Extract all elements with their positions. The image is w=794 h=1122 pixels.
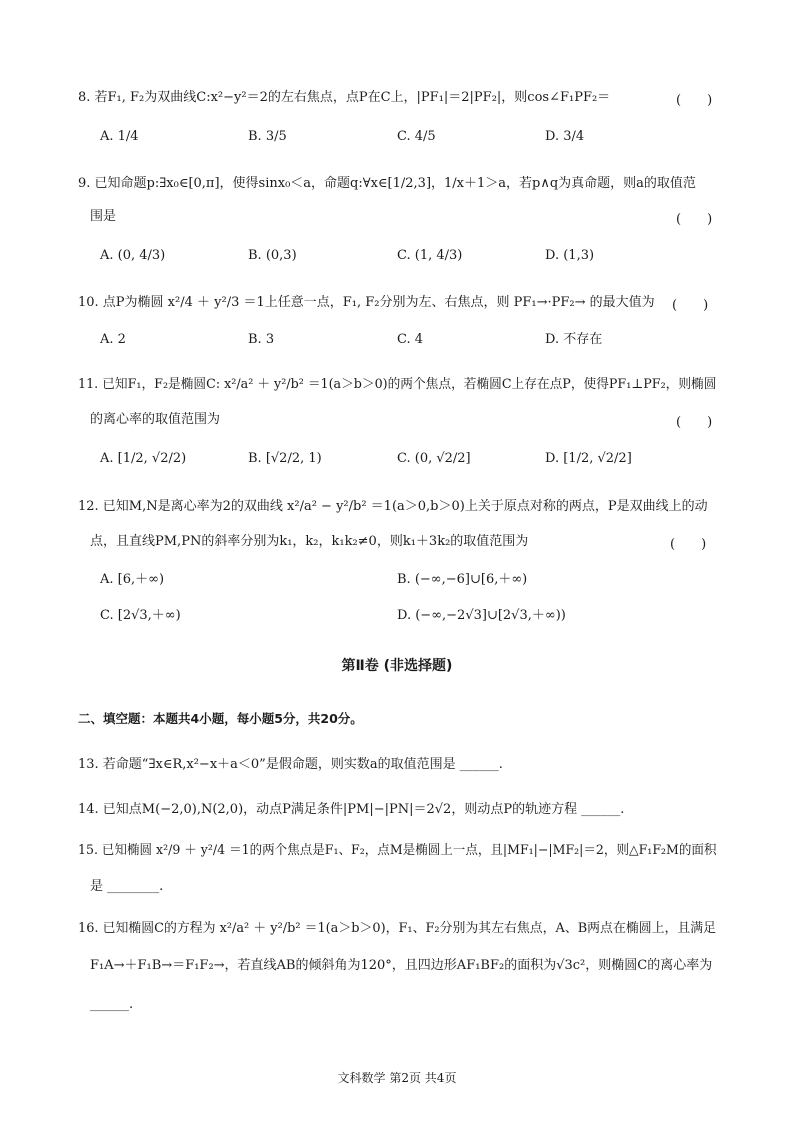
option-c: C. (0, √2/2] <box>397 451 471 466</box>
option-c: C. [2√3,＋∞) <box>100 608 181 623</box>
option-b: B. 3 <box>248 332 275 347</box>
option-a: A. 1/4 <box>100 129 139 144</box>
question-13-text: 13. 若命题“∃x∈R,x²−x＋a＜0”是假命题，则实数a的取值范围是 ______. <box>78 757 503 772</box>
question-9-text: 9. 已知命题p:∃x₀∈[0,π]，使得sinx₀＜a，命题q:∀x∈[1/2,3]，1/x＋1＞a，若p∧q为真命题，则a的取值范 <box>78 176 696 191</box>
question-15-text: 15. 已知椭圆 x²/9 ＋ y²/4 ＝1的两个焦点是F₁、F₂，点M是椭圆上一点，且|MF₁|−|MF₂|＝2，则△F₁F₂M的面积 <box>78 843 717 858</box>
answer-paren: ( ) <box>676 415 713 430</box>
option-a: A. 2 <box>100 332 126 347</box>
option-d: D. (1,3) <box>545 248 595 263</box>
option-b: B. 3/5 <box>248 129 287 144</box>
option-c: C. 4/5 <box>397 129 436 144</box>
section-title: 第Ⅱ卷 (非选择题) <box>341 658 453 674</box>
question-8-text: 8. 若F₁, F₂为双曲线C:x²−y²＝2的左右焦点，点P在C上，|PF₁|＝2|PF₂|，则cos∠F₁PF₂＝ <box>78 90 611 105</box>
question-15-text-cont: 是 ________. <box>90 879 164 894</box>
option-d: D. (−∞,−2√3]∪[2√3,＋∞)) <box>397 608 566 623</box>
option-a: A. (0, 4/3) <box>100 248 166 263</box>
page-footer: 文科数学 第2页 共4页 <box>337 1071 457 1085</box>
question-16-text-cont2: ______. <box>90 997 134 1012</box>
question-16-text: 16. 已知椭圆C的方程为 x²/a² ＋ y²/b² ＝1(a＞b＞0)，F₁、F₂分别为其左右焦点，A、B两点在椭圆上，且满足 <box>78 921 717 936</box>
answer-paren: ( ) <box>676 212 713 227</box>
option-c: C. (1, 4/3) <box>397 248 463 263</box>
option-b: B. (−∞,−6]∪[6,＋∞) <box>397 572 528 587</box>
answer-paren: ( ) <box>676 93 713 108</box>
question-11-text: 11. 已知F₁，F₂是椭圆C: x²/a² ＋ y²/b² ＝1(a＞b＞0)的两个焦点，若椭圆C上存在点P，使得PF₁⊥PF₂，则椭圆 <box>78 377 717 392</box>
option-a: A. [6,＋∞) <box>100 572 165 587</box>
question-16-text-cont: F₁A→＋F₁B→＝F₁F₂→，若直线AB的倾斜角为120°，且四边形AF₁BF₂的面积为√3c²，则椭圆C的离心率为 <box>90 958 713 973</box>
option-a: A. [1/2, √2/2) <box>100 451 187 466</box>
question-12-text: 12. 已知M,N是离心率为2的双曲线 x²/a² − y²/b² ＝1(a＞0,b＞0)上关于原点对称的两点，P是双曲线上的动 <box>78 499 708 514</box>
fill-section-heading: 二、填空题：本题共4小题，每小题5分，共20分。 <box>78 711 363 726</box>
option-b: B. [√2/2, 1) <box>248 451 322 466</box>
question-14-text: 14. 已知点M(−2,0),N(2,0)，动点P满足条件|PM|−|PN|＝2√2，则动点P的轨迹方程 ______. <box>78 802 625 817</box>
question-9-text-cont: 围是 <box>90 209 117 224</box>
option-b: B. (0,3) <box>248 248 297 263</box>
option-d: D. 3/4 <box>545 129 585 144</box>
answer-paren: ( ) <box>670 537 707 552</box>
option-d: D. [1/2, √2/2] <box>545 451 632 466</box>
option-c: C. 4 <box>397 332 424 347</box>
option-d: D. 不存在 <box>545 332 603 347</box>
question-11-text-cont: 的离心率的取值范围为 <box>90 412 221 427</box>
question-10-text: 10. 点P为椭圆 x²/4 ＋ y²/3 ＝1上任意一点，F₁, F₂分别为左、右焦点，则 PF₁→·PF₂→ 的最大值为 <box>78 295 655 310</box>
question-12-text-cont: 点，且直线PM,PN的斜率分别为k₁，k₂，k₁k₂≠0，则k₁＋3k₂的取值范围为 <box>90 534 529 549</box>
answer-paren: ( ) <box>672 298 709 313</box>
